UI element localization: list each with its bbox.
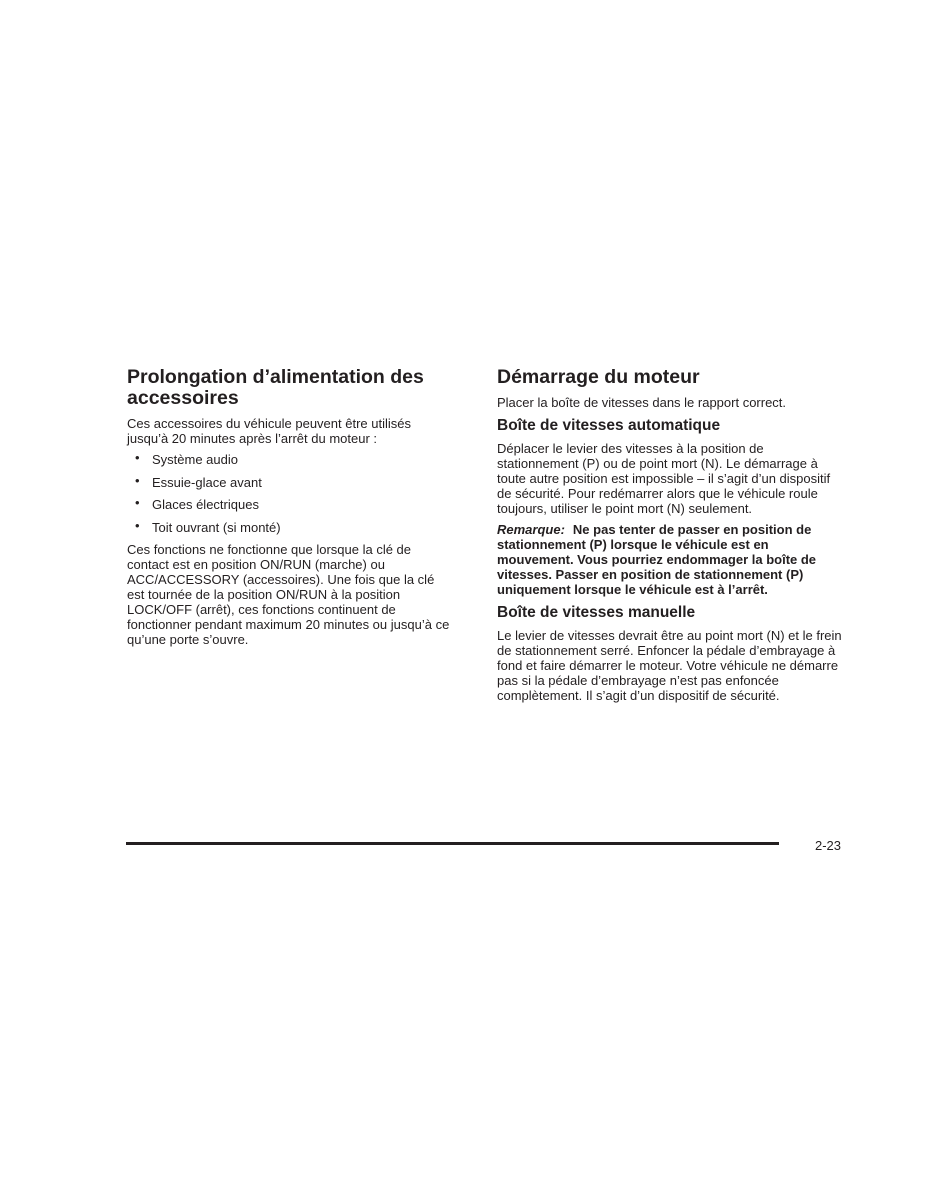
page-number: 2-23 bbox=[815, 838, 842, 853]
engine-start-intro: Placer la boîte de vitesses dans le rapport correct. bbox=[497, 395, 787, 410]
accessory-intro: Ces accessoires du véhicule peuvent être utilisés jusqu’à 20 minutes après l’arrêt du moteur : bbox=[127, 416, 411, 446]
section-heading-accessory-power: Prolongation d’alimentation des accessoires bbox=[127, 366, 424, 409]
footer-rule bbox=[126, 842, 779, 845]
section-heading-engine-start: Démarrage du moteur bbox=[497, 366, 700, 388]
right-column bbox=[497, 367, 847, 709]
note-label: Remarque: bbox=[497, 522, 565, 537]
manual-body: Le levier de vitesses devrait être au point mort (N) et le frein de stationnement serré. Enfoncer la pédale d’embrayage à fond et faire démarrer le moteur. Votre véhicule ne démarre pas si la pédale d’embrayage n’est pas enfoncée complètement. Il s’agit d’un dispositif de sécurité. bbox=[497, 628, 842, 703]
note-text: Ne pas tenter de passer en position de stationnement (P) lorsque le véhicule est en mouvement. Vous pourriez endommager la boîte de vitesses. Passer en position de stationnement (P) uniquement lorsque le véhicule est à l’arrêt. bbox=[497, 522, 817, 597]
automatic-body: Déplacer le levier des vitesses à la position de stationnement (P) ou de point mort (N). Le démarrage à toute autre position est impossible – il s’agit d’un dispositif de sécurité. Pour redémarrer alors que le véhicule roule toujours, utiliser le point mort (N) seulement. bbox=[497, 441, 831, 516]
list-item: • Toit ouvrant (si monté) bbox=[135, 517, 281, 535]
subheading-manual: Boîte de vitesses manuelle bbox=[497, 604, 696, 621]
bullet-icon: • bbox=[135, 517, 140, 533]
accessory-body: Ces fonctions ne fonctionne que lorsque la clé de contact est en position ON/RUN (marche) ou ACC/ACCESSORY (accessoires). Une fois que la clé est tournée de la position ON/RUN à la position LOCK/OFF (arrêt), ces fonctions continuent de fonctionner pendant maximum 20 minutes ou jusqu’à ce qu’une porte s’ouvre. bbox=[127, 542, 450, 647]
list-item: • Système audio bbox=[135, 450, 238, 467]
subheading-automatic: Boîte de vitesses automatique bbox=[497, 417, 721, 434]
bullet-icon: • bbox=[135, 472, 140, 488]
bullet-icon: • bbox=[135, 495, 140, 510]
accessory-list bbox=[127, 452, 452, 535]
list-item: • Essuie-glace avant bbox=[135, 472, 262, 490]
bullet-icon: • bbox=[135, 450, 140, 465]
left-column bbox=[127, 367, 452, 653]
list-item: • Glaces électriques bbox=[135, 495, 259, 512]
note-paragraph bbox=[497, 522, 847, 597]
